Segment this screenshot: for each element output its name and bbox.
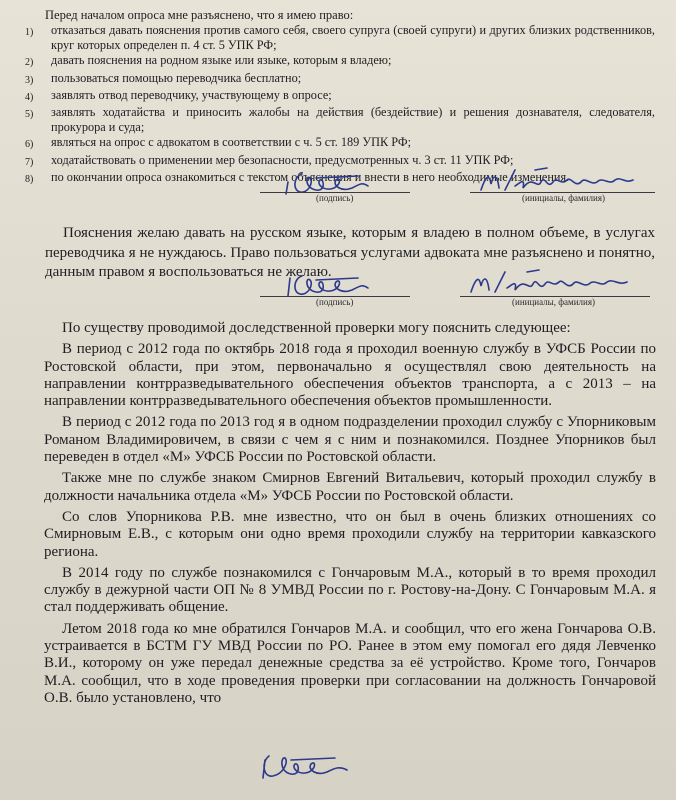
rights-item-number: 5) [25,109,34,121]
rights-item-number: 7) [25,156,34,168]
rights-item-number: 1) [25,27,34,38]
rights-item-text: пользоваться помощью переводчика бесплатно; [51,70,302,85]
rights-item-text: заявлять ходатайства и приносить жалобы на действия (бездействие) и решения дознавателя, следователя, прокурора и суда; [51,105,655,135]
signature-row-language [260,272,660,312]
body-paragraph: В период с 2012 года по 2013 год я в одном подразделении проходил службу с Упорниковым Романом Владимировичем, в связи с чем я с ним и познакомился. Позднее Упорников был переведен в отдел «М» УФСБ России по Ростовской области. [44,414,656,466]
rights-item [25,135,655,152]
rights-item [25,53,655,70]
rights-item-text: заявлять отвод переводчику, участвующему в опросе; [51,87,332,102]
rights-intro: Перед началом опроса мне разъяснено, что я имею право: [45,8,354,22]
rights-item [25,71,655,88]
handwritten-initials-surname-icon [465,266,645,300]
body-paragraph: По существу проводимой доследственной проверки могу пояснить следующее: [62,320,571,336]
rights-item-text: отказаться давать пояснения против самого себя, своего супруга (своей супруги) и других близких родственников, круг которых определен п. 4 ст. 5 УПК РФ; [51,23,655,53]
body-paragraph: Со слов Упорникова Р.В. мне известно, что он был в очень близких отношениях со Смирновым Е.В., с которым они одно время проходили службу на территории кавказского региона. [44,508,656,560]
rights-item-text: ходатайствовать о применении мер безопасности, предусмотренных ч. 3 ст. 11 УПК РФ; [51,152,514,167]
rights-item-number: 8) [25,173,34,185]
language-statement: Пояснения желаю давать на русском языке, которым я владею в полном объеме, в услугах переводчика я не нуждаюсь. Право пользоваться услугами адвоката мне разъяснено и понятно, данным правом я воспользоваться не желаю. [45,225,655,280]
rights-item [25,88,655,105]
statement-body [44,320,656,707]
body-paragraph: Летом 2018 года ко мне обратился Гончаров М.А. и сообщил, что его жена Гончарова О.В. устраивается в БСТМ ГУ МВД России по РО. Ранее в этом ему помогал его дядя Левченко В.И., которому он уже передал денежные средства за её устройство. Кроме того, Гончаров М.А. сообщил, что в ходе проведения проверки при согласовании на должность Гончаровой О.В. было установлено, что [44,620,656,706]
rights-item-number: 4) [25,91,34,103]
rights-item-number: 2) [25,57,34,69]
rights-list [25,23,655,187]
rights-item-text: по окончании опроса ознакомиться с текстом объяснения и внести в него необходимые изменения. [51,169,570,184]
rights-item-number: 3) [25,74,34,86]
body-paragraph: Также мне по службе знаком Смирнов Евгений Витальевич, который проходил службу в должности начальника отдела «М» УФСБ России по Ростовской области. [44,470,656,504]
rights-item [25,23,655,53]
name-caption: (инициалы, фамилия) [512,297,595,307]
rights-item [25,105,655,135]
body-paragraph: В 2014 году по службе познакомился с Гончаровым М.А., который в то время проходил службу в дежурной части ОП № 8 УМВД России по г. Ростову-на-Дону. С Гончаровым М.А. я стал поддерживать общение. [44,564,656,616]
rights-item-text: являться на опрос с адвокатом в соответствии с ч. 5 ст. 189 УПК РФ; [51,135,411,150]
name-caption: (инициалы, фамилия) [522,193,605,203]
rights-item-number: 6) [25,139,34,151]
body-paragraph: В период с 2012 года по октябрь 2018 года я проходил военную службу в УФСБ России по Ростовской области, при этом, первоначально я осуществлял свою деятельность на направлении контрразведывательного обеспечения объектов транспорта, а с 2013 – на направлении контрразведывательного обеспечения объектов промышленности. [44,341,656,410]
handwritten-signature-icon [255,750,365,784]
rights-item-text: давать пояснения на родном языке или языке, которым я владею; [51,53,392,68]
signature-caption: (подпись) [316,193,354,203]
signature-row-rights [260,168,660,208]
signature-caption: (подпись) [316,297,354,307]
